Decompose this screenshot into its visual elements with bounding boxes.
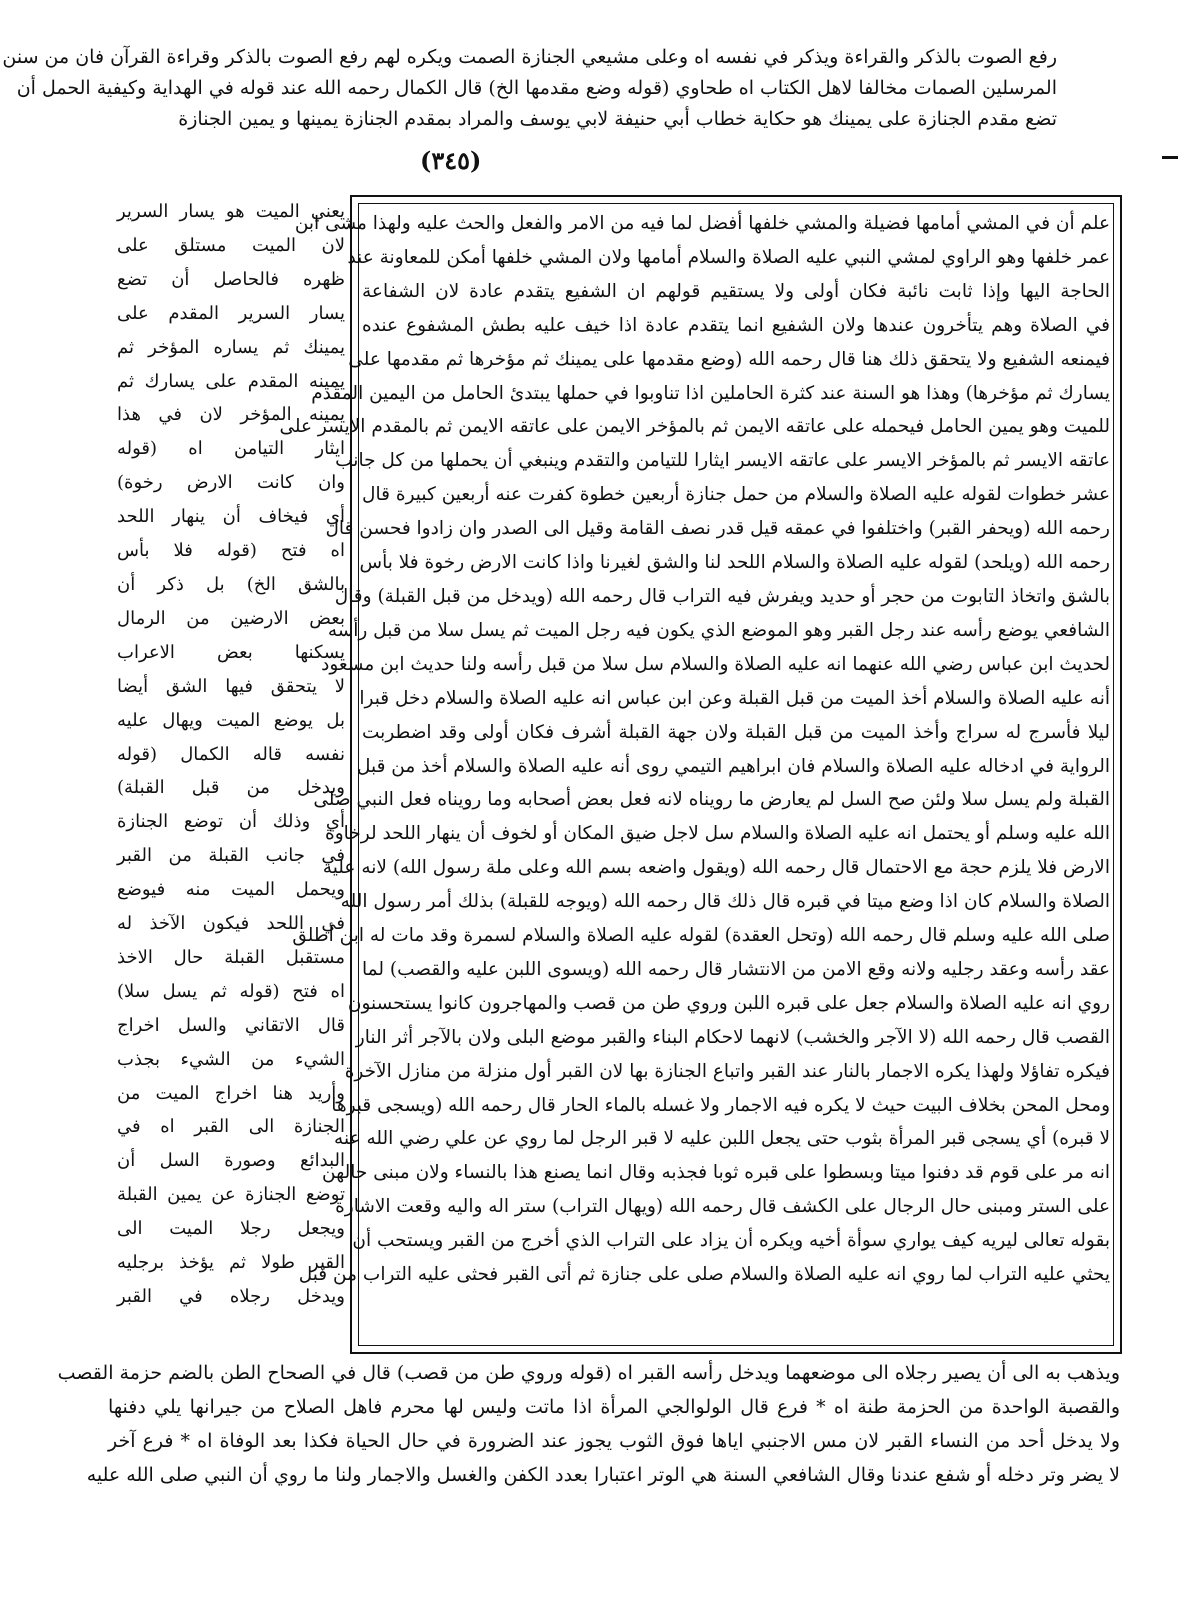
main-text-line: صلى الله عليه وسلم قال رحمه الله (وتحل العقدة) لقوله عليه الصلاة والسلام لسمرة وقد مات له ابن أطلق (292, 925, 1110, 947)
margin-text-line: القبر طولا ثم يؤخذ برجليه (117, 1252, 345, 1274)
main-text-line: بقوله تعالى ليريه كيف يواري سوأة أخيه ويكره أن يزاد على التراب الذي أخرج من القبر ويستحب أن (352, 1230, 1110, 1252)
page-edge-mark (1162, 156, 1178, 159)
margin-commentary (117, 195, 345, 1314)
main-text-line: روي انه عليه الصلاة والسلام جعل على قبره اللبن وروي طن من قصب والمهاجرون كانوا يستحسنون (347, 992, 1110, 1014)
margin-text-line: اه فتح (قوله ثم يسل سلا) (117, 980, 345, 1002)
margin-text-line: ويجعل رجلا الميت الى (117, 1218, 345, 1240)
main-text-line: رحمه الله (ويحفر القبر) واختلفوا في عمقه قيل قدر نصف القامة وقيل الى الصدر وان زادوا فحسن قال (325, 518, 1110, 540)
main-text (279, 207, 1110, 1292)
bottom-text-line: ويذهب به الى أن يصير رجلاه الى موضعهما ويدخل رأسه القبر اه (قوله وروي طن من قصب) قال في الصحاح الطن بالضم حزمة القصب (57, 1362, 1120, 1384)
main-text-line: فيمنعه الشفيع ولا يتحقق ذلك هنا قال رحمه الله (وضع مقدمها على يمينك ثم مؤخرها ثم مقدمها على (348, 348, 1110, 370)
margin-text-line: أي وذلك أن توضع الجنازة (117, 811, 345, 833)
margin-text-line: لا يتحقق فيها الشق أيضا (117, 675, 345, 697)
margin-text-line: يمينه المؤخر لان في هذا (117, 404, 345, 426)
main-text-line: على الستر ومبنى حال الرجال على الكشف قال رحمه الله (ويهال التراب) ستر اله واليه وقعت الاشارة (335, 1196, 1110, 1218)
margin-text-line: ظهره فالحاصل أن تضع (117, 268, 345, 290)
top-line: تضع مقدم الجنازة على يمينك هو حكاية خطاب أبي حنيفة لابي يوسف والمراد بمقدم الجنازة يمينها و يمين الجنازة (178, 108, 1057, 130)
main-text-line: في الصلاة وهم يتأخرون عندها ولان الشفيع انما يتقدم عادة اذا خيف عليه بطش المشفوع عنده (362, 314, 1110, 336)
main-text-line: عمر خلفها وهو الراوي لمشي النبي عليه الصلاة والسلام أمامها ولان المشي خلفها أمكن للمعاونة عند (347, 246, 1110, 268)
main-text-line: الارض فلا يلزم حجة مع الاحتمال قال رحمه الله (ويقول واضعه بسم الله وعلى ملة رسول الله) لانه عليه (322, 857, 1110, 879)
main-text-line: الصلاة والسلام كان اذا وضع ميتا في قبره قال ذلك قال رحمه الله (ويوجه للقبلة) بذلك أمر رسول الله (340, 891, 1110, 913)
main-text-line: لحديث ابن عباس رضي الله عنهما انه عليه الصلاة والسلام سل سلا من قبل رأسه ولنا حديث ابن مسعود (321, 653, 1110, 675)
margin-text-line: ويدخل رجلاه في القبر (117, 1286, 345, 1307)
main-text-line: بالشق واتخاذ التابوت من حجر أو حديد ويفرش فيه التراب قال رحمه الله (ويدخل من قبل القبلة) وقال (334, 585, 1110, 607)
main-text-line: لا قبره) أي يسجى قبر المرأة بثوب حتى يجعل اللبن عليه لا قبر الرجل لما روي عن علي رضي الله عنه (334, 1128, 1110, 1150)
main-text-line: الشافعي يوضع رأسه عند رجل القبر وهو الموضع الذي يكون فيه رجل الميت ثم يسل سلا من قبل رأسه (327, 619, 1110, 641)
margin-text-line: نفسه قاله الكمال (قوله (117, 743, 345, 765)
main-text-line: عاتقه الايسر ثم بالمؤخر الايسر على عاتقه الايسر ايثارا للتيامن والتقدم وينبغي أن يحملها من كل جانب (335, 450, 1110, 472)
main-text-line: الله عليه وسلم أو يحتمل انه عليه الصلاة والسلام سل لاجل ضيق المكان أو لخوف أن ينهار اللحد لرخاوة (325, 823, 1110, 845)
main-text-line: فيكره تفاؤلا ولهذا يكره الاجمار بالنار عند القبر واتباع الجنازة بها لان القبر أول منزلة من منازل الآخرة (344, 1060, 1110, 1082)
margin-text-line: يمينك ثم يساره المؤخر ثم (117, 336, 345, 358)
bottom-text-line: والقصبة الواحدة من الحزمة طنة اه * فرع قال الولوالجي المرأة اذا ماتت وليس لها محرم فاهل الصلاح من جيرانها يلي دفنها (108, 1396, 1120, 1418)
main-text-line: للميت وهو يمين الحامل فيحمله على عاتقه الايمن ثم بالمؤخر الايمن على عاتقه الايمن ثم بالمقدم الايسر على (279, 416, 1110, 438)
main-text-line: عقد رأسه وعقد رجليه ولانه وقع الامن من الانتشار قال رحمه الله (ويسوى اللبن عليه والقصب) لما (362, 958, 1110, 980)
margin-text-line: ويدخل من قبل القبلة) (117, 777, 345, 799)
margin-text-line: توضع الجنازة عن يمين القبلة (117, 1184, 345, 1206)
main-text-line: الرواية في ادخاله عليه الصلاة والسلام فان ابراهيم التيمي روى أنه عليه الصلاة والسلام أخذ من قبل (356, 755, 1110, 777)
main-text-line: يسارك ثم مؤخرها) وهذا هو السنة عند كثرة الحاملين اذا تناوبوا في حملها يبتدئ الحامل من اليمين المقدم (311, 382, 1110, 404)
main-text-line: ومحل المحن بخلاف البيت حيث لا يكره فيه الاجمار ولا غسله بالماء الحار قال رحمه الله (ويسجى قبرها (331, 1094, 1110, 1116)
main-text-line: الحاجة اليها وإذا ثابت نائبة فكان أولى ولا يستقيم قولهم ان الشفيع يتقدم عادة لان الشفاعة (362, 280, 1110, 302)
margin-text-line: الشيء من الشيء بجذب (117, 1048, 345, 1070)
top-line: المرسلين الصمات مخالفا لاهل الكتاب اه طحاوي (قوله وضع مقدمها الخ) قال الكمال رحمه الله عند قوله في الهداية وكيفية الحمل أن (16, 77, 1057, 99)
main-text-frame (279, 195, 1122, 1354)
margin-text-line: البدائع وصورة السل أن (117, 1150, 345, 1172)
bottom-text-line: لا يضر وتر دخله أو شفع عندنا وقال الشافعي السنة هي الوتر اعتبارا بعدد الكفن والغسل والاجمار ولنا ما روي أن النبي صلى الله عليه (86, 1464, 1120, 1486)
page-number: (٣٤٥) (420, 146, 482, 175)
main-text-line: رحمه الله (ويلحد) لقوله عليه الصلاة والسلام اللحد لنا والشق لغيرنا واذا كانت الارض رخوة فلا بأس (359, 552, 1110, 574)
main-text-line: عشر خطوات لقوله عليه الصلاة والسلام من حمل جنازة أربعين خطوة كفرت عنه أربعين كبيرة قال (362, 484, 1110, 506)
top-commentary (2, 42, 1057, 135)
margin-text-line: بل يوضع الميت ويهال عليه (117, 709, 345, 731)
margin-text-line: يسار السرير المقدم على (117, 302, 345, 324)
main-text-line: القبلة ولم يسل سلا ولئن صح السل لم يعارض ما رويناه لانه فعل بعض أصحابه وما رويناه فعل النبي صلى (313, 789, 1110, 811)
margin-text-line: بعض الارضين من الرمال (117, 607, 345, 629)
bottom-text-line: ولا يدخل أحد من النساء القبر لان مس الاجنبي اياها فوق الثوب يجوز عند الضرورة في حال الحياة فكذا بعد الوفاة اه * فرع آخر (108, 1430, 1120, 1452)
margin-text-line: مستقبل القبلة حال الاخذ (117, 946, 345, 968)
main-text-line: ليلا فأسرج له سراج وأخذ الميت من قبل القبلة ولان جهة القبلة أشرف فكان أولى وقد اضطربت (362, 721, 1110, 743)
margin-text-line: الجنازة الى القبر اه في (117, 1116, 345, 1138)
main-text-line: يحثي عليه التراب لما روي انه عليه الصلاة والسلام صلى على جنازة ثم أتى القبر فحثى عليه التراب من قبل (298, 1264, 1110, 1286)
main-text-line: القصب قال رحمه الله (لا الآجر والخشب) لانهما لاحكام البناء والقبر موضع البلى ولان بالآجر أثر النار (355, 1026, 1110, 1048)
margin-text-line: أي فيخاف أن ينهار اللحد (117, 506, 345, 528)
margin-text-line: ايثار التيامن اه (قوله (117, 438, 345, 460)
margin-text-line: في اللحد فيكون الآخذ له (117, 913, 345, 935)
margin-text-line: وان كانت الارض رخوة) (117, 472, 345, 494)
margin-text-line: بالشق الخ) بل ذكر أن (117, 573, 345, 595)
margin-text-line: قال الاتقاني والسل اخراج (117, 1014, 345, 1036)
margin-text-line: ويحمل الميت منه فيوضع (117, 879, 345, 901)
bottom-commentary (57, 1356, 1120, 1492)
margin-text-line: في جانب القبلة من القبر (117, 845, 345, 867)
margin-text-line: يمينه المقدم على يسارك ثم (117, 370, 345, 392)
margin-text-line: يسكنها بعض الاعراب (117, 641, 345, 663)
margin-text-line: لان الميت مستلق على (117, 234, 345, 256)
main-text-line: انه مر على قوم قد دفنوا ميتا وبسطوا على قبره ثوبا فجذبه وقال انما يصنع هذا بالنساء ولان مبنى حالهن (322, 1162, 1110, 1184)
top-line: رفع الصوت بالذكر والقراءة ويذكر في نفسه اه وعلى مشيعي الجنازة الصمت ويكره لهم رفع الصوت بالذكر وقراءة القرآن فان من سنن (2, 46, 1057, 68)
margin-text-line: اه فتح (قوله فلا بأس (117, 540, 345, 562)
margin-text-line: وأريد هنا اخراج الميت من (117, 1082, 345, 1104)
main-text-line: أنه عليه الصلاة والسلام أخذ الميت من قبل القبلة وعن ابن عباس انه عليه الصلاة والسلام دخل قبرا (359, 687, 1110, 709)
main-text-line: علم أن في المشي أمامها فضيلة والمشي خلفها أفضل لما فيه من الامر والفعل والحث عليه ولهذا مشى ابن (294, 213, 1110, 234)
margin-text-line: يعني الميت هو يسار السرير (117, 201, 345, 222)
